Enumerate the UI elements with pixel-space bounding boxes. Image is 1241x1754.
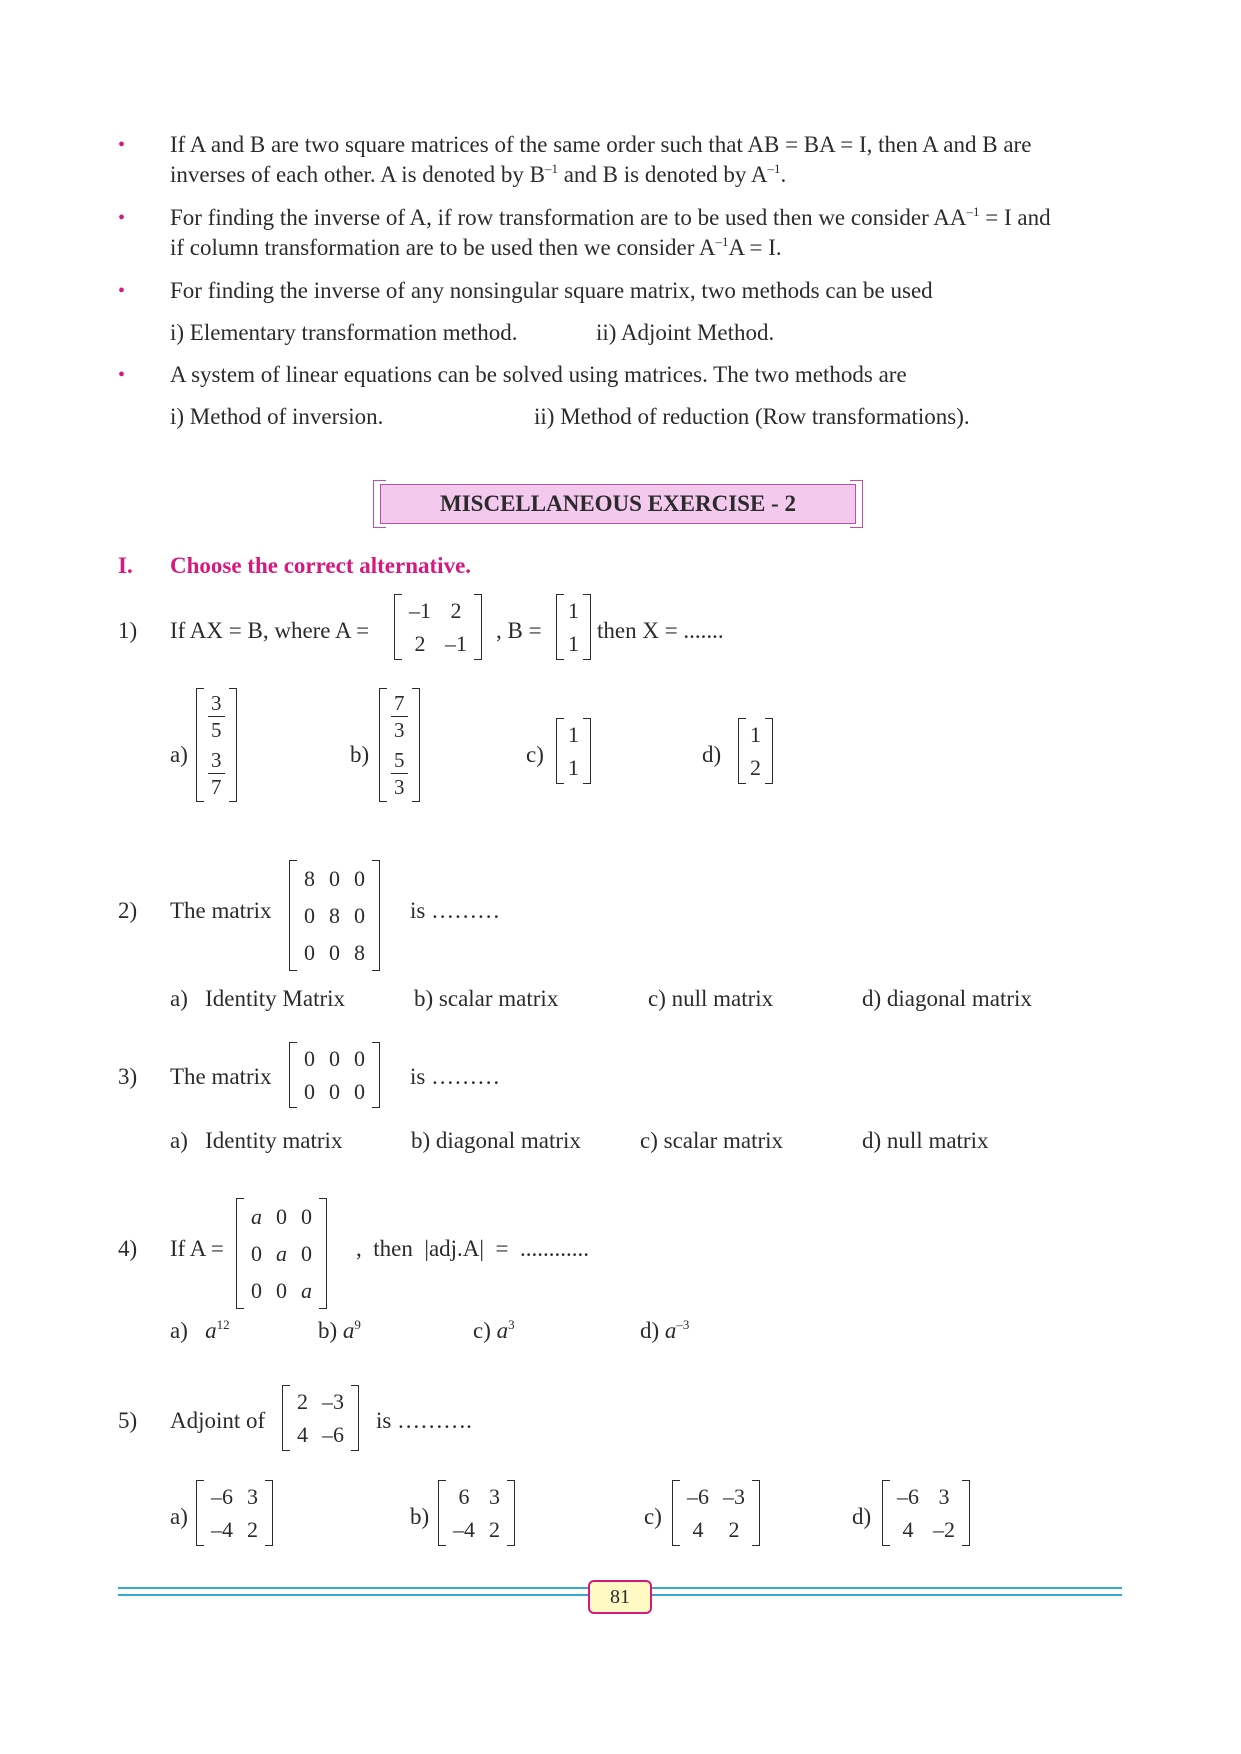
q1-option-d-label: d) [702,742,722,767]
bullet-2-line-1: For finding the inverse of A, if row transformation are to be used then we consider $AA^{-1} = I$ and [170,204,1051,230]
bullet-4-line-1: A system of linear equations can be solved using matrices. The two methods are [170,362,907,387]
q2-matrix: 8 0 0 0 8 0 0 0 8 [289,860,380,971]
q5-option-c-matrix: –6 –3 4 2 [672,1480,760,1546]
q2-suffix: is ……… [410,898,501,923]
q1-option-c-matrix: 1 1 [556,718,591,784]
q3-suffix: is ……… [410,1064,501,1089]
q5-option-b-label: b) [410,1504,430,1529]
bullet-3-option-1: i) Elementary transformation method. [170,320,518,345]
q3-prefix: The matrix [170,1064,272,1089]
page-number: 81 [588,1580,652,1614]
q3-option-b: b) diagonal matrix [411,1128,581,1153]
q1-option-a-label: a) [170,742,188,767]
q1-suffix: then X = ....... [597,618,724,643]
q1-number: 1) [118,618,138,643]
q4-option-c: c) $a^3$ [473,1317,515,1343]
bullet-3-line-1: For finding the inverse of any nonsingular square matrix, two methods can be used [170,278,933,303]
q4-matrix: a 0 0 0 a 0 0 0 a [236,1198,327,1309]
q3-option-c: c) scalar matrix [640,1128,784,1153]
q1-matrix-a: –1 2 2 –1 [394,594,482,660]
q4-option-a: a) $a^{12}$ [170,1317,230,1343]
q5-option-a-label: a) [170,1504,188,1529]
q4-prefix: If A = [170,1236,224,1261]
q5-number: 5) [118,1408,138,1433]
q3-option-d: d) null matrix [862,1128,989,1153]
q1-prefix: If AX = B, where A = [170,618,370,643]
q1-matrix-b: 1 1 [556,594,591,660]
q2-option-d: d) diagonal matrix [862,986,1032,1011]
bullet-1-line-1: If A and B are two square matrices of the same order such that AB = BA = I, then A and B are [170,132,1032,157]
q4-option-b: b) $a^9$ [318,1317,361,1343]
section-title: Choose the correct alternative. [170,553,472,578]
q2-number: 2) [118,898,138,923]
bullet-1-line-2: inverses of each other. A is denoted by $B^{-1}$ and B is denoted by $A^{-1}$. [170,161,787,187]
q5-suffix: is ………. [376,1408,472,1433]
q5-option-b-matrix: 6 3 –4 2 [438,1480,515,1546]
q3-number: 3) [118,1064,138,1089]
q1-option-a-matrix: 3 5 3 7 [196,688,237,802]
q5-option-a-matrix: –6 3 –4 2 [196,1480,273,1546]
q1-option-c-label: c) [526,742,544,767]
q1-option-b-label: b) [350,742,370,767]
bullet-marker: • [118,364,126,386]
bullet-marker: • [118,134,126,156]
q4-option-d: d) $a^{-3}$ [640,1317,690,1343]
section-number: I. [118,553,133,578]
q4-suffix: , then |adj.A| = ............ [356,1236,589,1261]
q1-middle: , B = [496,618,542,643]
q5-matrix: 2 –3 4 –6 [282,1385,359,1451]
q4-number: 4) [118,1236,138,1261]
q5-prefix: Adjoint of [170,1408,266,1433]
q3-option-a: a) Identity matrix [170,1128,343,1153]
q5-option-c-label: c) [644,1504,662,1529]
exercise-title: MISCELLANEOUS EXERCISE - 2 [380,484,856,524]
bullet-marker: • [118,207,126,229]
bullet-3-option-2: ii) Adjoint Method. [596,320,775,345]
q2-prefix: The matrix [170,898,272,923]
q3-matrix: 0 0 0 0 0 0 [289,1042,380,1108]
bullet-4-option-1: i) Method of inversion. [170,404,384,429]
q2-option-a: a) Identity Matrix [170,986,346,1011]
bullet-4-option-2: ii) Method of reduction (Row transformations). [534,404,970,429]
bullet-2-line-2: if column transformation are to be used then we consider $A^{-1}A = I$. [170,234,782,260]
q5-option-d-label: d) [852,1504,872,1529]
q2-option-b: b) scalar matrix [414,986,559,1011]
q5-option-d-matrix: –6 3 4 –2 [882,1480,970,1546]
bullet-marker: • [118,280,126,302]
q2-option-c: c) null matrix [648,986,774,1011]
q1-option-b-matrix: 7 3 5 3 [379,688,420,802]
q1-option-d-matrix: 1 2 [738,718,773,784]
